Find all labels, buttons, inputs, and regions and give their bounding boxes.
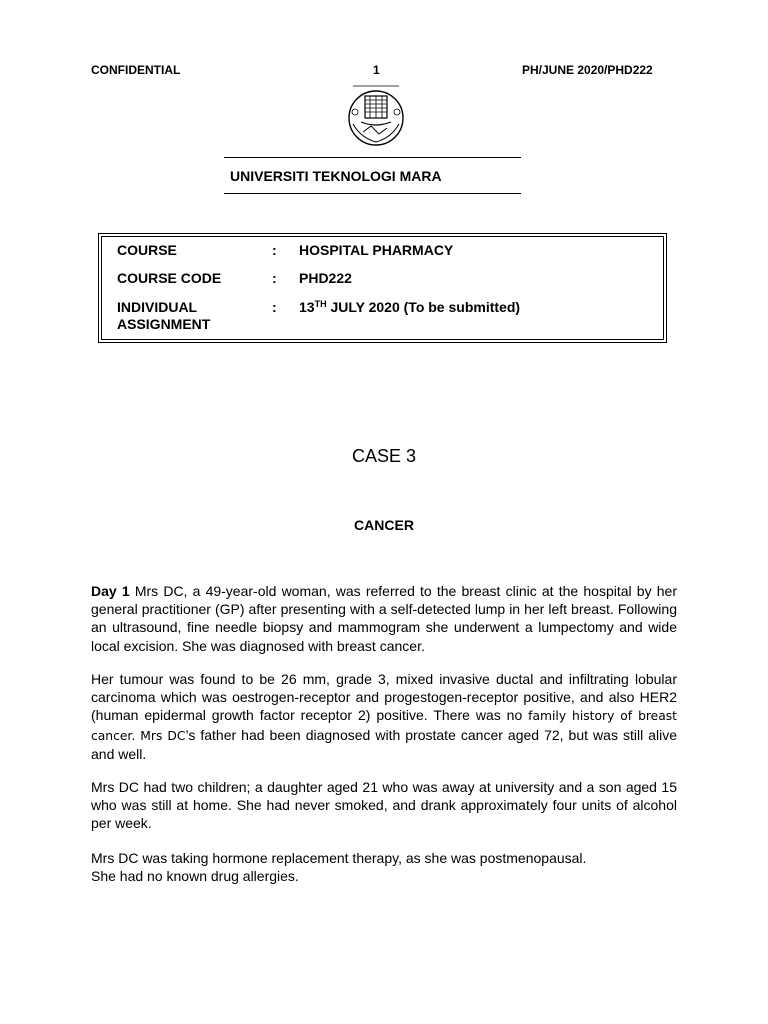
paragraph-day1-text: Mrs DC, a 49-year-old woman, was referred to the breast clinic at the hospital by her general practitioner (GP) after presenting with a self-detected lump in her left breast. Following an ultrasound, fine needle biopsy and mammogram she underwent a lumpectomy and wide local excision. She was diagnosed with breast cancer. xyxy=(91,583,677,654)
allergy-line: She had no known drug allergies. xyxy=(91,868,299,885)
university-name: UNIVERSITI TEKNOLOGI MARA xyxy=(230,168,442,184)
page-number: 1 xyxy=(373,63,380,77)
due-day: 13 xyxy=(299,299,315,315)
header-confidential: CONFIDENTIAL xyxy=(91,63,181,77)
due-date-rest: JULY 2020 (To be submitted) xyxy=(326,299,521,315)
assignment-colon: : xyxy=(272,299,277,315)
course-label: COURSE xyxy=(117,242,177,258)
course-code-colon: : xyxy=(272,270,277,286)
paragraph-day1 xyxy=(91,582,677,655)
header-paper-code: PH/JUNE 2020/PHD222 xyxy=(522,63,653,77)
course-colon: : xyxy=(272,242,277,258)
case-title: CASE 3 xyxy=(351,446,417,466)
medication-line: Mrs DC was taking hormone replacement therapy, as she was postmenopausal. xyxy=(91,850,587,866)
course-code-value: PHD222 xyxy=(299,270,352,286)
assignment-label-line2: ASSIGNMENT xyxy=(117,316,211,332)
course-value: HOSPITAL PHARMACY xyxy=(299,242,454,258)
paragraph-tumour-text-a: Her tumour was found to be 26 mm, grade 3, mixed invasive ductal and infiltrating lobular carcinoma which was oestrogen-receptor and progestogen-receptor positive, and also HER2 (human epidermal growth factor receptor 2) positive. There was no xyxy=(91,671,677,724)
title-rule-bottom xyxy=(224,193,521,194)
assignment-due-date xyxy=(299,299,520,316)
section-title: CANCER xyxy=(354,517,414,533)
paragraph-medication xyxy=(91,849,677,885)
university-crest-icon xyxy=(341,82,411,148)
due-day-suffix: TH xyxy=(314,299,327,309)
paragraph-tumour-family-history: family history of breast cancer. Mrs DC xyxy=(91,709,678,743)
title-rule-top xyxy=(224,157,521,158)
paragraph-tumour-text-b: ’s father had been diagnosed with prostate cancer aged 72, but was still alive and well. xyxy=(91,726,677,762)
paragraph-family: Mrs DC had two children; a daughter aged 21 who was away at university and a son aged 15 who was still at home. She had never smoked, and drank approximately four units of alcohol per week. xyxy=(91,779,677,832)
course-code-label: COURSE CODE xyxy=(117,270,222,286)
day-label: Day 1 xyxy=(91,583,130,599)
paragraph-tumour xyxy=(91,670,677,763)
assignment-label-line1: INDIVIDUAL xyxy=(117,299,198,315)
assignment-label xyxy=(117,299,210,333)
